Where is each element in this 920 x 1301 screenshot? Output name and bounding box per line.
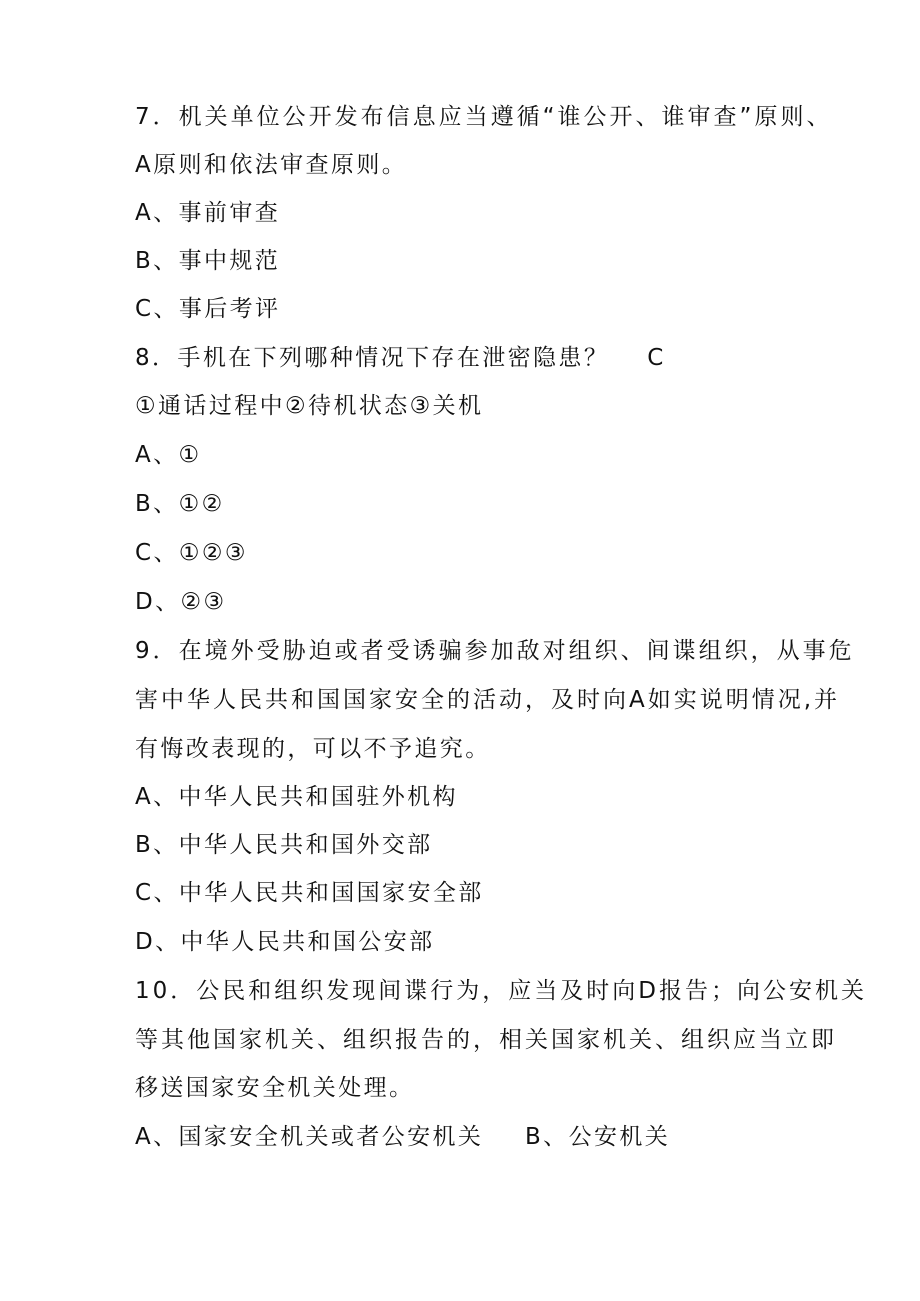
q9-question-line-2: 害中华人民共和国国家安全的活动，及时向A如实说明情况,并: [135, 687, 841, 713]
q9-question-line-3: 有悔改表现的，可以不予追究。: [135, 736, 491, 762]
q8-question: [135, 343, 666, 373]
q8-answer: C: [647, 345, 666, 371]
q7-option-b: B、事中规范: [135, 248, 281, 274]
q9-option-c: C、中华人民共和国国家安全部: [135, 880, 484, 906]
q8-option-d: D、②③: [135, 589, 227, 615]
q10-option-b: B、公安机关: [525, 1124, 671, 1150]
q10-question-line-2: 等其他国家机关、组织报告的，相关国家机关、组织应当立即: [135, 1027, 837, 1053]
q10-option-a: A、国家安全机关或者公安机关: [135, 1124, 484, 1150]
q9-option-d: D、中华人民共和国公安部: [135, 929, 435, 955]
q7-option-c: C、事后考评: [135, 296, 281, 322]
q10-question-line-1: 10．公民和组织发现间谍行为，应当及时向D报告；向公安机关: [135, 978, 867, 1004]
q9-option-b: B、中华人民共和国外交部: [135, 832, 433, 858]
q7-option-a: A、事前审查: [135, 200, 281, 226]
q7-question-line-1: 7．机关单位公开发布信息应当遵循“谁公开、谁审查”原则、: [135, 104, 833, 130]
q9-option-a: A、中华人民共和国驻外机构: [135, 784, 458, 810]
q9-question-line-1: 9．在境外受胁迫或者受诱骗参加敌对组织、间谍组织，从事危: [135, 638, 855, 664]
q10-question-line-3: 移送国家安全机关处理。: [135, 1075, 415, 1101]
q7-question-line-2: A原则和依法审查原则。: [135, 152, 408, 178]
q8-question-text: 8．手机在下列哪种情况下存在泄密隐患？: [135, 345, 610, 371]
q8-option-a: A、①: [135, 442, 202, 468]
q8-items: ①通话过程中②待机状态③关机: [135, 393, 484, 419]
q8-option-c: C、①②③: [135, 540, 248, 566]
q8-option-b: B、①②: [135, 491, 225, 517]
